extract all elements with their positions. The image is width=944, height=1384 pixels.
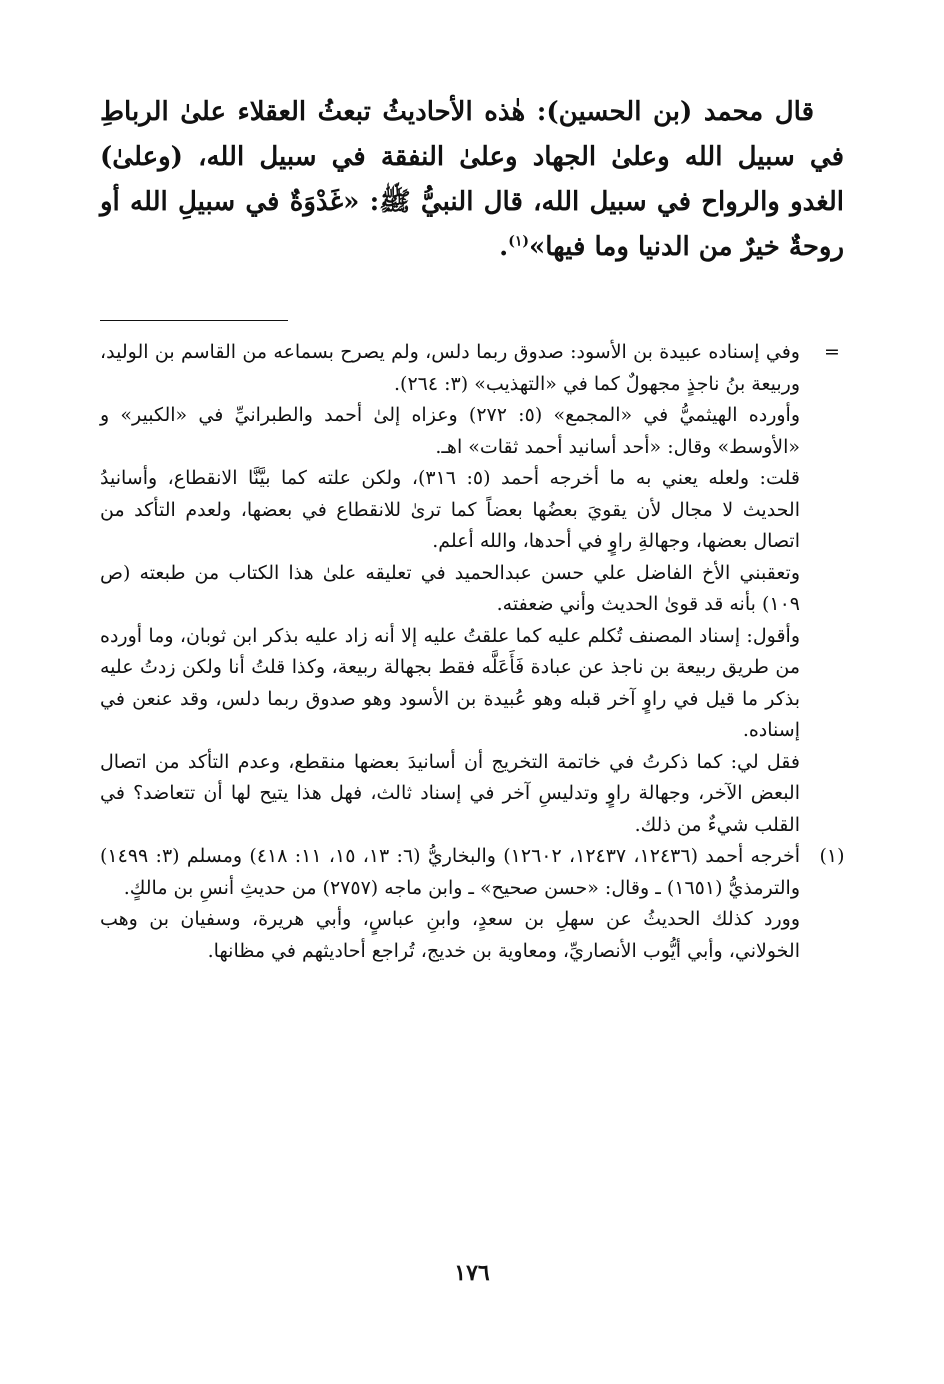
footnotes [100, 337, 844, 967]
continuation-mark: = [824, 341, 840, 363]
footnote-paragraph: وأورده الهيثميُّ في «المجمع» (٥: ٢٧٢) وعزاه إلىٰ أحمد والطبرانيِّ في «الكبير» و «الأوسط» وقال: «أحد أسانيد أحمد ثقات» اهـ. [100, 404, 800, 458]
footnote-paragraph: وأقول: إسناد المصنف تُكلم عليه كما علقتُ عليه إلا أنه زاد عليه بذكر ابن ثوبان، وما أورده من طريق ربيعة بن ناجذ عن عبادة فَأَعَلَّه فقط بجهالة ربيعة، وكذا قلتُ أنا ولكن زدتُ عليه بذكر ما قيل في راوٍ آخر قبله وهو عُبيدة بن الأسود وهو صدوق ربما دلس، وقد عنعن في إسناده. [100, 624, 800, 741]
footnote-1-mark: (١) [819, 845, 845, 867]
footnote-paragraph: قلت: ولعله يعني به ما أخرجه أحمد (٥: ٣١٦)، ولكن علته كما بيَّنَّا الانقطاع، وأسانيدُ الحديث لا مجال لأن يقويَ بعضُها بعضاً كما ترىٰ للانقطاع في بعضها، ولعدم التأكد من اتصال بعضها، وجهالةِ راوٍ في أحدها، والله أعلم. [100, 467, 800, 552]
footnote-paragraph: وتعقبني الأخ الفاضل علي حسن عبدالحميد في تعليقه علىٰ هذا الكتاب من طبعته (ص ١٠٩) بأنه قد قوىٰ الحديث وأني ضعفته. [100, 561, 800, 615]
footnote-separator [100, 320, 288, 321]
footnote-ref-1: (١) [508, 233, 529, 250]
footnote-1: (١) أخرجه أحمد (١٢٤٣٦، ١٢٤٣٧، ١٢٦٠٢) والبخاريُّ (٦: ١٣، ١٥، ١١: ٤١٨) ومسلم (٣: ١٤٩٩) والترمذيُّ (١٦٥١) ـ وقال: «حسن صحيح» ـ وابن ماجه (٢٧٥٧) من حديثِ أنسِ بن مالكٍ. [100, 841, 844, 904]
main-text-paragraph [100, 90, 844, 270]
book-page [100, 90, 844, 1320]
footnote-continuation-paragraph: = وفي إسناده عبيدة بن الأسود: صدوق ربما دلس، ولم يصرح بسماعه من القاسم بن الوليد، وربيعة بنُ ناجذٍ مجهولٌ كما في «التهذيب» (٣: ٢٦٤). [100, 337, 844, 400]
page-number: ١٧٦ [454, 1260, 490, 1286]
footnote-1-paragraph: وورد كذلك الحديثُ عن سهلِ بن سعدٍ، وابنِ عباسٍ، وأبي هريرة، وسفيان بن وهب الخولاني، وأبي أيُّوب الأنصاريِّ، ومعاوية بن خديج، تُراجع أحاديثهم في مظانها. [100, 908, 800, 962]
footnote-paragraph: فقل لي: كما ذكرتُ في خاتمة التخريج أن أسانيدَ بعضها منقطع، وعدم التأكد من اتصال البعض الآخر، وجهالة راوٍ وتدليسِ آخر في إسناد ثالث، فهل هذا يتيح لها أن تتعاضد؟ في القلب شيءٌ من ذلك. [100, 750, 800, 836]
main-text-body: قال محمد (بن الحسين): هٰذه الأحاديثُ تبعثُ العقلاء علىٰ الرباطِ في سبيل الله وعلىٰ الجهاد وعلىٰ النفقة في سبيل الله، (وعلىٰ) الغدو والرواح في سبيل الله، قال النبيُّ ﷺ: «غَدْوَةٌ في سبيلِ الله أو روحةٌ خيرٌ من الدنيا وما فيها» [100, 97, 844, 262]
main-text-end: . [499, 232, 509, 262]
